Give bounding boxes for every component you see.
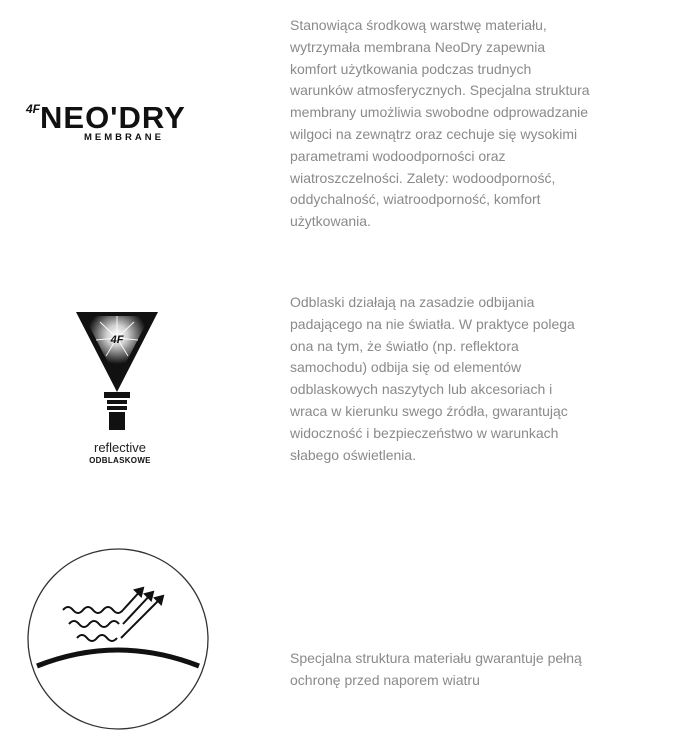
windproof-description: Specjalna struktura materiału gwarantuje pełną ochronę przed naporem wiatru (290, 650, 582, 688)
reflective-flashlight-icon (74, 310, 160, 434)
reflective-label: reflective (93, 440, 147, 455)
reflective-description: Odblaski działają na zasadzie odbijania padającego na nie światła. W praktyce polega ona na tym, że światło (np. reflektora samochodu) odbija się od elementów odblaskowych naszytych lub akcesoriach i wraca w kierunku swego źródła, gwarantując widoczność i bezpieczeństwo w warunkach słabego oświetlenia. (290, 294, 575, 463)
brand-4f-mark: 4F (26, 102, 41, 116)
neodry-membrane-logo (26, 100, 216, 145)
wind-protection-icon (25, 546, 211, 732)
neodry-description: Stanowiąca środkową warstwę materiału, wytrzymała membrana NeoDry zapewnia komfort użytkowania podczas trudnych warunków atmosferycznych. Specjalna struktura membrany umożliwia swobodne odprowadzanie wilgoci na zewnątrz oraz cechuje się wysokimi parametrami wodoodporności oraz wiatroszczelności. Zalety: wodoodporność, oddychalność, wiatroodporność, komfort użytkowania. (290, 17, 590, 230)
reflective-label-block (80, 440, 160, 465)
neodry-wordmark: NEO'DRY (40, 100, 186, 135)
brand-4f-mark: 4F (110, 334, 124, 346)
membrane-label: MEMBRANE (84, 132, 164, 143)
odblaskowe-label: ODBLASKOWE (89, 456, 151, 465)
